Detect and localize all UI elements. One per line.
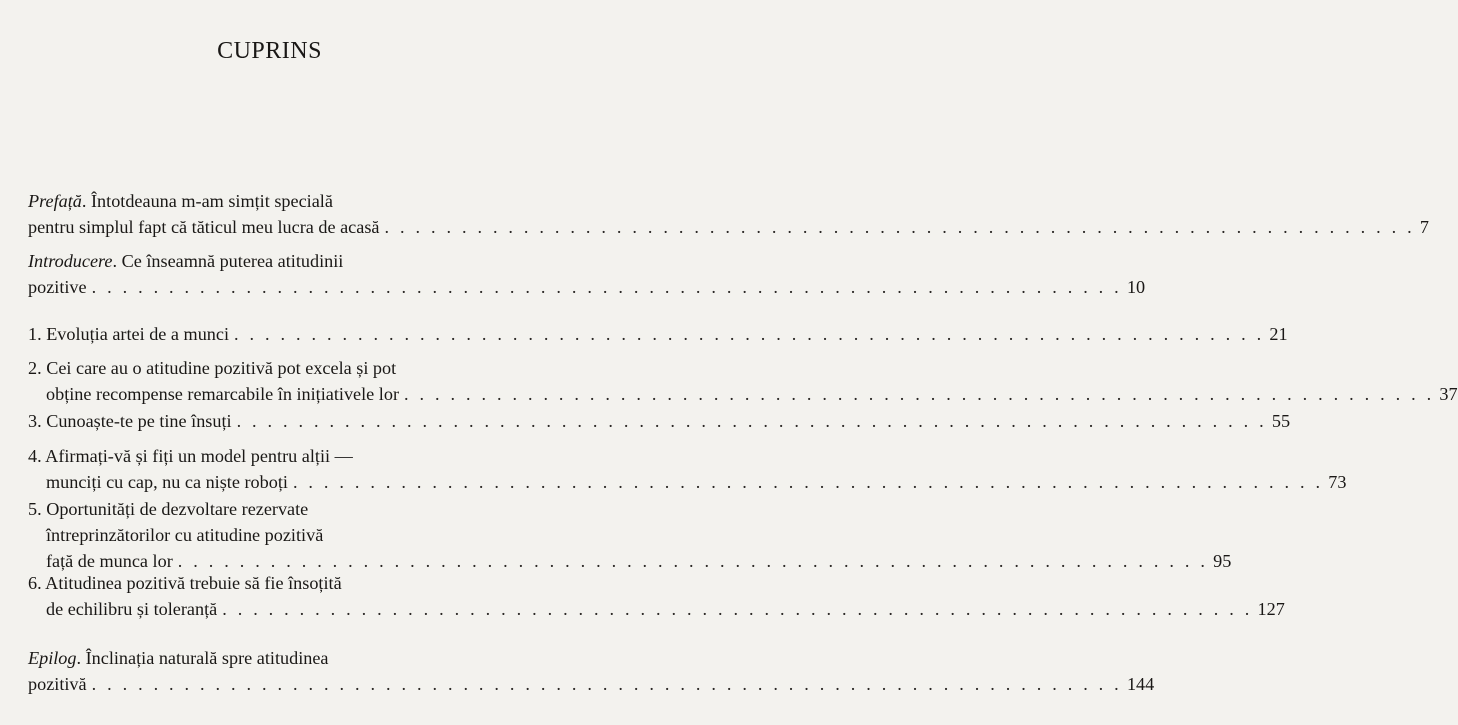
toc-entry-chapter-1[interactable] xyxy=(28,321,1288,347)
toc-entry-line xyxy=(28,645,506,671)
dot-leader: . . . . . . . . . . . . . . . . . . . . . . . . . . . . . . . . . . . . . . . . . . . . . . . . . . . . . . . . . . . . . . . . . . . xyxy=(236,411,1267,431)
toc-entry-line xyxy=(28,469,1347,495)
toc-entry-line xyxy=(28,408,1291,434)
entry-text: 5. Oportunități de dezvoltare rezervate xyxy=(28,499,309,519)
entry-text: pozitivă xyxy=(28,674,87,694)
toc-entry-line xyxy=(28,522,506,548)
toc-entry-line xyxy=(28,274,1146,300)
toc-entry-line xyxy=(28,214,1429,240)
dot-leader: . . . . . . . . . . . . . . . . . . . . . . . . . . . . . . . . . . . . . . . . . . . . . . . . . . . . . . . . . . . . . . . . . . . xyxy=(234,324,1265,344)
dot-leader: . . . . . . . . . . . . . . . . . . . . . . . . . . . . . . . . . . . . . . . . . . . . . . . . . . . . . . . . . . . . . . . . . . . xyxy=(222,599,1253,619)
entry-text: . Înclinația naturală spre atitudinea xyxy=(76,648,329,668)
entry-label: Epilog xyxy=(28,648,77,668)
page-number: 55 xyxy=(1271,411,1291,431)
toc-entry-line xyxy=(28,355,506,381)
toc-entry-line xyxy=(28,321,1288,347)
page-number: 21 xyxy=(1269,324,1288,344)
toc-entry-line xyxy=(28,188,506,214)
entry-text: 4. Afirmați-vă și fiți un model pentru alții — xyxy=(28,446,353,466)
toc-entry-chapter-5[interactable] xyxy=(28,496,1232,574)
entry-label: Introducere xyxy=(28,251,113,271)
page-number: 7 xyxy=(1419,217,1429,237)
entry-text: 2. Cei care au o atitudine pozitivă pot excela și pot xyxy=(28,358,397,378)
toc-entry-chapter-6[interactable] xyxy=(28,570,1285,622)
entry-text: 3. Cunoaște-te pe tine însuți xyxy=(28,411,232,431)
entry-text: față de munca lor xyxy=(46,551,173,571)
entry-text: pentru simplul fapt că tăticul meu lucra de acasă xyxy=(28,217,380,237)
toc-entry-line xyxy=(28,248,506,274)
entry-text: munciți cu cap, nu ca niște roboți xyxy=(46,472,288,492)
entry-text: obține recompense remarcabile în inițiativele lor xyxy=(46,384,399,404)
toc-entry-line xyxy=(28,496,506,522)
toc-entry-epilog[interactable] xyxy=(28,645,1155,697)
page-number: 37 xyxy=(1439,384,1458,404)
page-title: CUPRINS xyxy=(217,38,322,64)
toc-entry-chapter-4[interactable] xyxy=(28,443,1347,495)
entry-text: 1. Evoluția artei de a munci xyxy=(28,324,230,344)
toc-entry-line xyxy=(28,596,1285,622)
entry-text: pozitive xyxy=(28,277,87,297)
toc-entry-line xyxy=(28,671,1155,697)
dot-leader: . . . . . . . . . . . . . . . . . . . . . . . . . . . . . . . . . . . . . . . . . . . . . . . . . . . . . . . . . . . . . . . . . . . xyxy=(177,551,1209,571)
entry-label: Prefață xyxy=(28,191,82,211)
entry-text: . Întotdeauna m-am simțit specială xyxy=(81,191,333,211)
entry-text: . Ce înseamnă puterea atitudinii xyxy=(112,251,344,271)
entry-text: 6. Atitudinea pozitivă trebuie să fie însoțită xyxy=(28,573,342,593)
dot-leader: . . . . . . . . . . . . . . . . . . . . . . . . . . . . . . . . . . . . . . . . . . . . . . . . . . . . . . . . . . . . . . . . . . . xyxy=(404,384,1435,404)
toc-entry-chapter-2[interactable] xyxy=(28,355,1458,407)
dot-leader: . . . . . . . . . . . . . . . . . . . . . . . . . . . . . . . . . . . . . . . . . . . . . . . . . . . . . . . . . . . . . . . . . . . xyxy=(91,277,1122,297)
page-number: 73 xyxy=(1328,472,1347,492)
page-number: 127 xyxy=(1257,599,1285,619)
toc-entry-line xyxy=(28,570,506,596)
page-number: 95 xyxy=(1213,551,1232,571)
page-number: 144 xyxy=(1126,674,1155,694)
toc-entry-chapter-3[interactable] xyxy=(28,408,1291,434)
toc-entry-line xyxy=(28,381,1458,407)
toc-entry-line xyxy=(28,443,506,469)
dot-leader: . . . . . . . . . . . . . . . . . . . . . . . . . . . . . . . . . . . . . . . . . . . . . . . . . . . . . . . . . . . . . . . . . . . xyxy=(91,674,1122,694)
toc-entry-introducere[interactable] xyxy=(28,248,1146,300)
toc-entry-prefata[interactable] xyxy=(28,188,1429,240)
entry-text: de echilibru și toleranță xyxy=(46,599,218,619)
page-number: 10 xyxy=(1126,277,1146,297)
entry-text: întreprinzătorilor cu atitudine pozitivă xyxy=(46,525,324,545)
dot-leader: . . . . . . . . . . . . . . . . . . . . . . . . . . . . . . . . . . . . . . . . . . . . . . . . . . . . . . . . . . . . . . . . . . . xyxy=(384,217,1415,237)
dot-leader: . . . . . . . . . . . . . . . . . . . . . . . . . . . . . . . . . . . . . . . . . . . . . . . . . . . . . . . . . . . . . . . . . . . xyxy=(292,472,1324,492)
